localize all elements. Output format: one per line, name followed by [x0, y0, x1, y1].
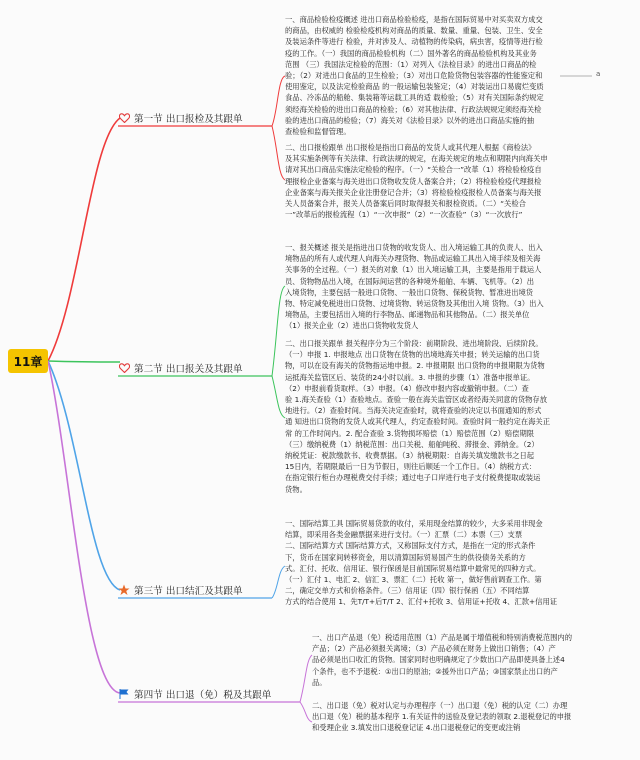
text-line: （三）缴纳税费（1）纳税范围：出口关税、船舶吨税、滞报金、滞纳金。（2）	[285, 439, 539, 449]
text-line: 关人员备案合并，报关人员备案后同时取得报关和报检资质。（二）“关检合	[285, 199, 526, 209]
connector-b3-leaf1	[272, 566, 285, 598]
leaf-section-2-para-1	[285, 242, 595, 332]
text-line: 的商品，由权威的 检验检疫机构对商品的质量、数量、重量、包装、卫生、安全	[285, 26, 543, 36]
text-line: 方式的结合使用 1、先T/T+后T/T 2、汇付+托收 3、信用证+托收 4、汇款+信用证	[285, 597, 558, 607]
text-line: 一、商品检验检疫概述 进出口商品检验检疫，是指在国际贸易中对买卖双方成交	[285, 15, 543, 24]
text-line: 使用鉴定，以及法定检验商品 的一般运输包装鉴定；（4）对装运出口易腐烂变质	[285, 82, 544, 92]
text-line: 式。汇付、托收、信用证、银行保函是目前国际贸易结算中最常见的四种方式。	[285, 563, 541, 573]
connector-b1-leaf1	[272, 76, 285, 126]
branch-title: 第四节 出口退（免）税及其跟单	[134, 690, 272, 701]
leaf-section-1-para-2	[285, 142, 595, 220]
leaf-section-4-para-1	[312, 632, 622, 688]
text-line: 食品、冷冻品的船舱、集装箱等运载工具的适 载检验；（5）对有关国际条约规定	[285, 93, 544, 103]
text-line: 一、出口产品退（免）税适用范围（1）产品是属于增值税和特别消费税范围内的	[312, 633, 573, 642]
leaf-section-4-para-2	[312, 700, 622, 734]
text-line: 验的进出口商品的检验；（7）海关对《法检目录》以外的进出口商品实施的抽	[285, 115, 535, 125]
text-line: 个条件，也不予退税：①出口的原油；②援外出口产品；③国家禁止出口的产	[312, 666, 558, 676]
text-line: 品。	[312, 677, 327, 687]
text-line: 及装运条件等进行 检验，并对涉及人、动植物的传染病，病虫害，疫情等进行检	[285, 37, 543, 47]
text-line: 二、国际结算方式 国际结算方式，又称国际支付方式，是指在一定的形式条件	[285, 541, 536, 551]
branch-section-2[interactable]	[118, 361, 243, 375]
branch-title: 第一节 出口报检及其跟单	[134, 114, 243, 125]
text-line: 验 1.海关查验（1）查验地点。查验一般在海关监管区或者经海关同意的货物存放	[285, 395, 548, 405]
leaf-section-1-para-1	[285, 14, 595, 137]
branch-section-4[interactable]	[118, 687, 271, 701]
side-marker-label: a	[596, 70, 601, 78]
connector-root-b2	[48, 361, 120, 362]
connector-b1-leaf2	[272, 126, 285, 180]
connector-root-b4	[48, 361, 120, 693]
text-line: 疫的工作。（一）我国的商品检验机构（二）国外著名的商品检验机构及其业务	[285, 48, 537, 58]
text-line: （一）汇付 1、电汇 2、信汇 3、票汇（二）托收 第一，做好售前调查工作。第	[285, 575, 542, 585]
text-line: 一、国际结算工具 国际贸易货款的收付，采用现金结算的较少，大多采用非现金	[285, 519, 543, 528]
text-line: 物、特定减免税进出口货物、过境货物、转运货物及其他出入境 货物。（3）出入	[285, 299, 544, 309]
text-line: 企业备案与海关报关企业注册登记合并；（3）将检验检疫报检人员备案与海关报	[285, 187, 542, 197]
root-label: 11章	[13, 354, 43, 369]
text-line: 一”改革后的报检流程（1）“一次申报”（2）“一次查验”（3）“一次放行”	[285, 210, 523, 220]
heart-outline-icon	[118, 112, 130, 124]
text-line: 出口退（免）税的基本程序 1.有关证件的送验及登记表的领取 2.退税登记的申报	[312, 712, 572, 722]
text-line: 及其实施条例等有关法律、行政法规的规定，在海关规定的地点和期限内向海关申	[285, 154, 548, 164]
text-line: 二、出口报检跟单 出口报检是指出口商品的发货人或其代理人根据《商检法》	[285, 143, 536, 152]
connector-b4-leaf1	[300, 655, 312, 702]
text-line: 地进行。（2）查验时间。当海关决定查验时，就将查验的决定以书面通知的形式	[285, 406, 542, 416]
branch-section-1[interactable]	[118, 111, 243, 125]
text-line: 境物品的所有人或代理人向海关办理货物、物品或运输工具出入境手续及相关海	[285, 254, 541, 264]
text-line: 产品；（2）产品必须报关离境；（3）产品必须在财务上做出口销售；（4）产	[312, 644, 556, 654]
text-line: 下，货币在国家间转移资金，用以清算国际贸易国产生的供役债务关系的方	[285, 552, 526, 562]
connector-b2-leaf2	[272, 376, 285, 418]
connector-root-b3	[48, 361, 120, 590]
text-line: （一）申报 1. 申报地点 出口货物在货物的出境地海关申报；转关运输的出口货	[285, 350, 540, 360]
text-line: 一、报关概述 报关是指进出口货物的收发货人、出入境运输工具的负责人、出入	[285, 243, 543, 252]
text-line: 关事务的全过程。（一）报关的对象（1）出入境运输工具，主要是指用于载运人	[285, 265, 542, 275]
leaf-section-2-para-2	[285, 338, 595, 495]
text-line: 物，可以在设有海关的货物指运地申报。2. 申报期限 出口货物的申报期限为货物	[285, 361, 545, 371]
flag-icon	[118, 688, 130, 700]
text-line: 和受理企业 3.填发出口退税登记证 4.出口退税登记的变更或注销	[312, 723, 521, 733]
text-line: 二，确定交单方式和价格条件。（三）信用证（四）银行保函（五）不同结算	[285, 586, 530, 596]
star-icon	[118, 584, 130, 596]
text-line: 通 知进出口货物的发货人或其代理人，约定查验时间。查验时间一般约定在海关正	[285, 417, 551, 427]
branch-title: 第二节 出口报关及其跟单	[134, 364, 243, 375]
text-line: 常 的工作时间内。2. 配合查验 3.货物损坏赔偿（1）赔偿范围（2）赔偿期限	[285, 428, 535, 438]
text-line: 二、出口退（免）税对认定与办理程序（一）出口退（免）税的认定（二）办理	[312, 701, 568, 710]
text-line: 纳税凭证：税款缴款书、收费票据。（3）纳税期限：自海关填发缴款书之日起	[285, 451, 535, 461]
branch-title: 第三节 出口结汇及其跟单	[134, 586, 243, 597]
text-line: 理报检企业备案与海关进出口货物收发货人备案合并；（2）将检验检疫代理报检	[285, 176, 542, 186]
text-line: 查检验和监督管理。	[285, 127, 351, 137]
root-node[interactable]	[8, 349, 48, 373]
text-line: 品必须是出口收汇的货物。国家同时也明确规定了少数出口产品即使具备上述4	[312, 655, 565, 665]
text-line: 员、货物物品出入境，在国际间运营的各种境外船舶、车辆、飞机等。（2）出	[285, 276, 535, 286]
text-line: 验；（2）对进出口食品的卫生检验；（3）对出口危险货物包装容器的性能鉴定和	[285, 71, 543, 81]
branch-section-3[interactable]	[118, 583, 243, 597]
text-line: 境物品，主要包括出入境的行李物品、邮递物品和其他物品。（二）报关单位	[285, 310, 530, 320]
text-line: 运抵海关监管区后、装货的24小时以前。3. 申报的步骤（1）准备申报单证。	[285, 372, 535, 382]
text-line: （1）报关企业（2）进出口货物收发货人	[285, 321, 419, 331]
text-line: 货物。	[285, 484, 307, 494]
heart-outline-icon	[118, 362, 130, 374]
text-line: 在指定银行柜台办理税费交付手续；通过电子口岸进行电子支付税费提取或装运	[285, 473, 541, 483]
leaf-section-3-para-1	[285, 518, 595, 608]
text-line: 结算，即采用各类金融票据来进行支付。（一）汇票（二）本票（三）支票	[285, 530, 523, 540]
text-line: 15日内，若期限最后一日为节假日，则往后顺延一个工作日。（4）纳税方式：	[285, 462, 537, 472]
text-line: 请对其出口商品实施法定检验的程序。（一）“关检合一”改革（1）将检验检疫自	[285, 165, 542, 175]
text-line: 范围 （三）我国法定检验的范围：（1）对列入《法检目录》的进出口商品的检	[285, 59, 537, 69]
text-line: 入境货物，主要包括一般进口货物、一般出口货物、保税货物、暂准进出境货	[285, 287, 534, 297]
text-line: （2）申报前看货取样。（3）申报。（4）修改申报内容或撤销申报。（二）查	[285, 383, 529, 393]
text-line: 二、出口报关跟单 报关程序分为三个阶段：前期阶段、进出境阶段、后续阶段。	[285, 339, 543, 348]
connector-b2-leaf1	[272, 286, 285, 376]
connector-b4-leaf2	[300, 702, 312, 722]
text-line: 须经海关检验的进出口商品的检验；（6）对其他法律、行政法规规定须经海关检	[285, 104, 542, 114]
connector-root-b1	[48, 118, 120, 361]
